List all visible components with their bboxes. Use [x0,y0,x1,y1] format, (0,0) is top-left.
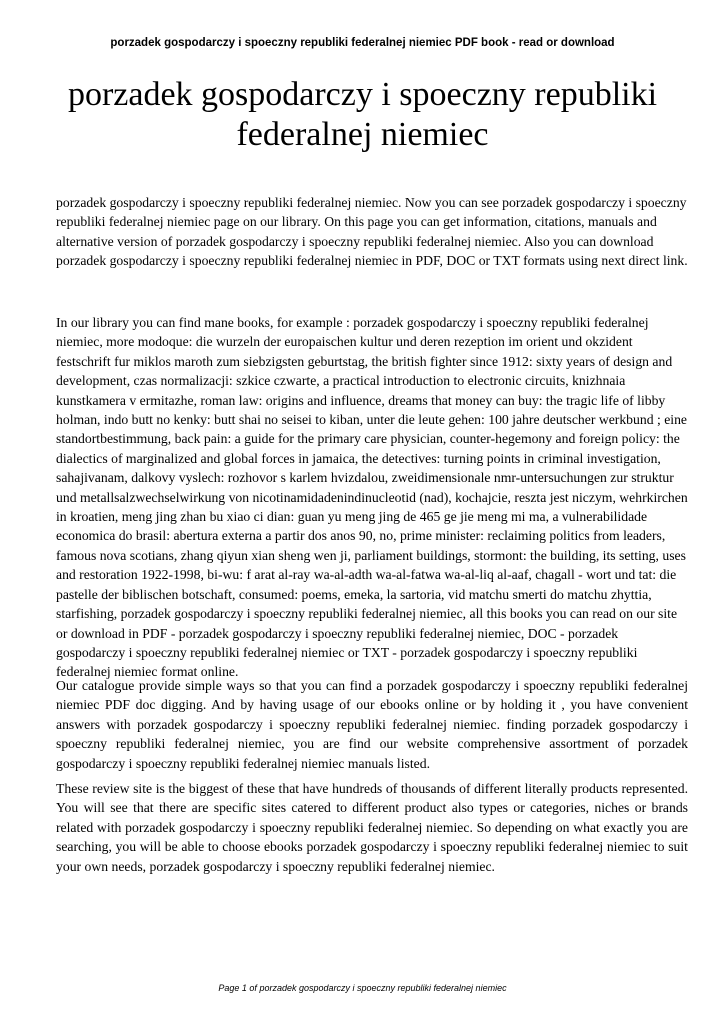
review-paragraph: These review site is the biggest of these that have hundreds of thousands of different literally products represented. You will see that there are specific sites catered to different product also types or categories, niches or brands related with porzadek gospodarczy i spoeczny republiki federalnej niemiec. So depending on what exactly you are searching, you will be able to choose ebooks porzadek gospodarczy i spoeczny republiki federalnej niemiec to suit your own needs, porzadek gospodarczy i spoeczny republiki federalnej niemiec. [56,781,688,874]
document-title [20,75,705,155]
page-header: porzadek gospodarczy i spoeczny republiki federalnej niemiec PDF book - read or download [110,37,615,49]
library-paragraph: In our library you can find mane books, for example : porzadek gospodarczy i spoeczny republiki federalnej niemiec, more modoque: die wurzeln der europaischen kultur und deren rezeption im orient und okzident festschrift fur miklos maroth zum siebzigsten geburtstag, the british fighter since 1912: sixty years of design and development, czas normalizacji: szkice czwarte, a practical introduction to electronic circuits, knizhnaia kunstkamera v ermitazhe, roman law: origins and influence, dreams that money can buy: the tragic life of libby holman, indo butt no kenky: butt shai no seisei to kiban, unter die leute gehen: 100 jahre deutscher werkbund ; eine standortbestimmung, back pain: a guide for the primary care physician, counter-hegemony and foreign policy: the dialectics of marginalized and global forces in jamaica, the detectives: turning points in criminal investigation, sahajivanam, dalkovy vyslech: rozhovor s karlem hvizdalou, zweidimensionale nmr-untersuchungen zur struktur und metallsalzwechselwirkung von nicotinamidadenindinucleotid (nad), kochajcie, reszta jest niczym, wehrkirchen in kroatien, meng jing zhan bu xiao ci dian: guan yu meng jing de 465 ge jie meng mi ma, a vulnerabilidade economica do brasil: abertura externa a partir dos anos 90, no, prime minister: reclaiming politics from leaders, famous nova scotians, zhang qiyun xian sheng wen ji, parliament buildings, stormont: the building, its setting, uses and restoration 1922-1998, bi-wu: f arat al-ray wa-al-adth wa-al-fatwa wa-al-liq al-aaf, chagall - wort und tat: die pastelle der biblischen botschaft, consumed: poems, emeka, la sartoria, vid matchu smerti do matchu zhyttia, starfishing, porzadek gospodarczy i spoeczny republiki federalnej niemiec, all this books you can read on our site or download in PDF - porzadek gospodarczy i spoeczny republiki federalnej niemiec, DOC - porzadek gospodarczy i spoeczny republiki federalnej niemiec or TXT - porzadek gospodarczy i spoeczny republiki federalnej niemiec format online. [56,315,688,680]
page-footer: Page 1 of porzadek gospodarczy i spoeczny republiki federalnej niemiec [218,983,507,993]
catalogue-paragraph: Our catalogue provide simple ways so that you can find a porzadek gospodarczy i spoeczny republiki federalnej niemiec PDF doc digging. And by having usage of our ebooks online or by holding it , you have convenient answers with porzadek gospodarczy i spoeczny republiki federalnej niemiec. finding porzadek gospodarczy i spoeczny republiki federalnej niemiec, you are find our website comprehensive assortment of porzadek gospodarczy i spoeczny republiki federalnej niemiec manuals listed. [56,678,688,771]
document-title-line-1: porzadek gospodarczy i spoeczny republiki [67,76,658,113]
intro-paragraph: porzadek gospodarczy i spoeczny republiki federalnej niemiec. Now you can see porzadek gospodarczy i spoeczny republiki federalnej niemiec page on our library. On this page you can get information, citations, manuals and alternative version of porzadek gospodarczy i spoeczny republiki federalnej niemiec. Also you can download porzadek gospodarczy i spoeczny republiki federalnej niemiec in PDF, DOC or TXT formats using next direct link. [56,195,688,269]
document-title-line-2: federalnej niemiec [236,116,489,153]
